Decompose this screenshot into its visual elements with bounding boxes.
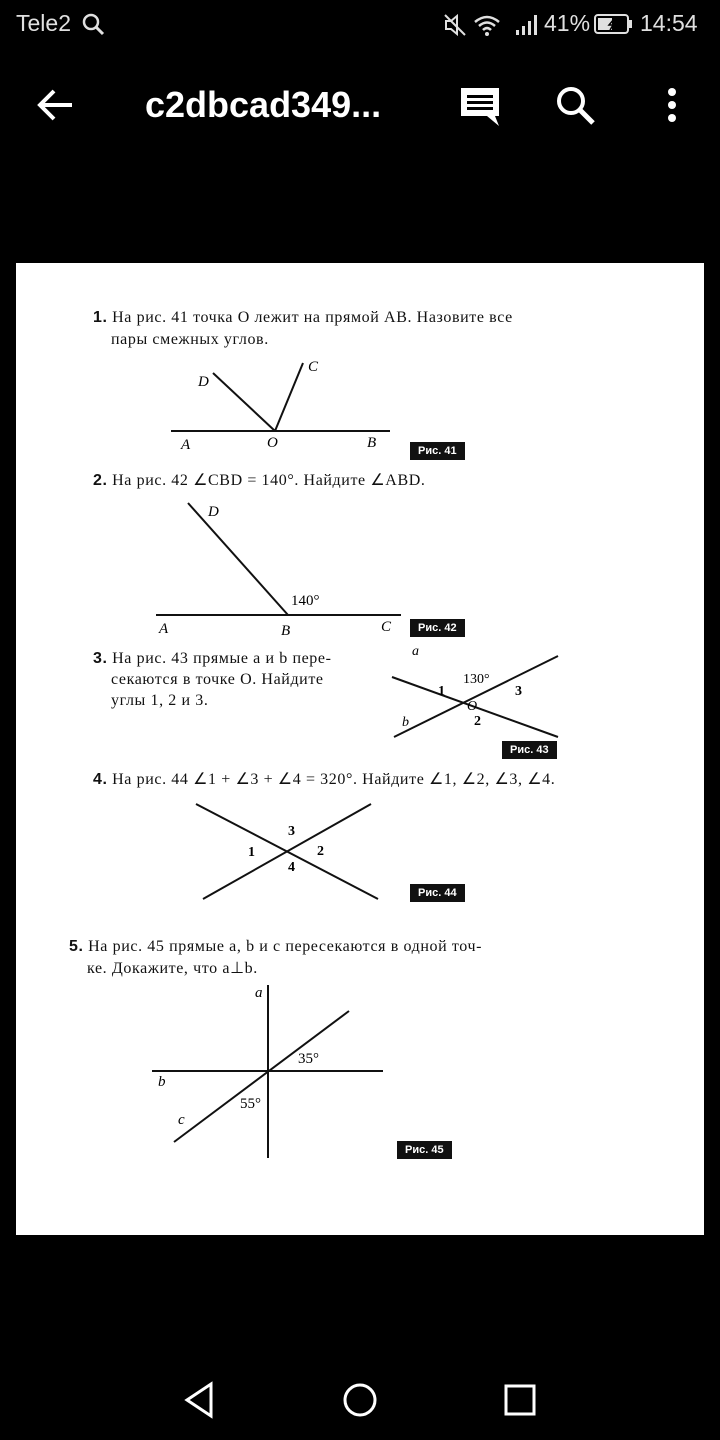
fig45-label-a: a [255, 985, 263, 1001]
fig43-label-a: a [412, 644, 419, 659]
fig45-label-b: b [158, 1074, 166, 1090]
figure-42 [151, 498, 411, 638]
fig43-label-b: b [402, 715, 409, 730]
fig45-angle-55: 55° [240, 1096, 261, 1112]
problem-2: 2. На рис. 42 ∠CBD = 140°. Найдите ∠ABD. [93, 472, 426, 489]
app-bar [0, 60, 720, 150]
fig41-label-D: D [198, 374, 209, 390]
back-arrow-icon[interactable] [30, 80, 80, 130]
fig42-label-C: C [381, 619, 392, 635]
fig43-label-2: 2 [474, 714, 481, 729]
document-title: c2dbcad349... [145, 84, 382, 125]
fig43-label-3: 3 [515, 684, 522, 699]
fig45-angle-35: 35° [298, 1051, 319, 1067]
mute-icon [442, 12, 468, 38]
fig45-caption: Рис. 45 [397, 1141, 452, 1159]
document-page [16, 263, 704, 1235]
comment-icon[interactable] [455, 80, 505, 130]
fig43-label-O: O [467, 699, 478, 714]
nav-recents-icon[interactable] [495, 1375, 545, 1425]
fig41-label-C: C [308, 359, 319, 375]
fig44-label-1: 1 [248, 845, 255, 860]
problem-1: 1. На рис. 41 точка O лежит на прямой AB. Назовите все пары смежных углов. [93, 309, 513, 348]
battery-icon [594, 13, 634, 35]
figure-45 [146, 980, 396, 1160]
problem-5: 5. На рис. 45 прямые a, b и c пересекаются в одной точ- ке. Докажите, что a⊥b. [69, 938, 483, 977]
navigation-bar [0, 1355, 720, 1440]
fig42-label-B: B [281, 623, 291, 638]
figure-44 [191, 798, 381, 908]
carrier-name: Tele2 [16, 10, 71, 36]
fig45-label-c: c [178, 1112, 185, 1128]
fig43-label-1: 1 [438, 684, 445, 699]
fig42-angle: 140° [291, 593, 320, 609]
more-options-icon[interactable] [647, 80, 697, 130]
fig44-label-3: 3 [288, 824, 295, 839]
figure-41 [161, 353, 401, 453]
fig41-label-A: A [181, 437, 191, 453]
fig41-caption: Рис. 41 [410, 442, 465, 460]
fig43-angle: 130° [463, 672, 490, 687]
fig44-label-4: 4 [288, 860, 295, 875]
search-icon [82, 13, 106, 37]
nav-back-icon[interactable] [175, 1375, 225, 1425]
fig44-caption: Рис. 44 [410, 884, 465, 902]
fig42-label-A: A [159, 621, 169, 637]
wifi-icon [472, 12, 502, 38]
figure-43 [386, 641, 566, 743]
clock: 14:54 [640, 10, 698, 36]
fig43-caption: Рис. 43 [502, 741, 557, 759]
fig42-caption: Рис. 42 [410, 619, 465, 637]
problem-3: 3. На рис. 43 прямые a и b пере- секаются в точке O. Найдите углы 1, 2 и 3. [93, 650, 332, 709]
battery-percent: 41% [544, 10, 591, 36]
problem-4: 4. На рис. 44 ∠1 + ∠3 + ∠4 = 320°. Найдите ∠1, ∠2, ∠3, ∠4. [93, 771, 556, 788]
signal-icon [514, 12, 542, 36]
nav-home-icon[interactable] [335, 1375, 385, 1425]
fig44-label-2: 2 [317, 844, 324, 859]
status-bar [0, 0, 720, 50]
search-icon[interactable] [550, 80, 600, 130]
fig42-label-D: D [208, 504, 219, 520]
fig41-label-B: B [367, 435, 377, 451]
fig41-label-O: O [267, 435, 278, 451]
